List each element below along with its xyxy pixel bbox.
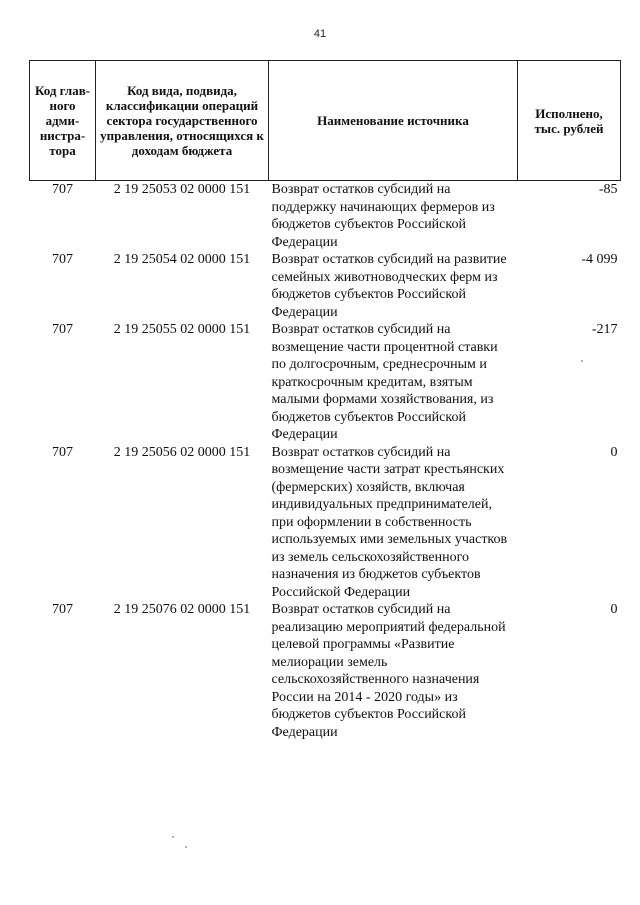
header-budget-code: Код вида, подвида, классификации операций сектора государственного управления, относящихся к доходам бюджета — [96, 61, 269, 181]
header-source-name: Наименование источника — [269, 61, 518, 181]
row-admin-code: 707 — [52, 182, 73, 197]
scan-speck — [172, 836, 174, 838]
row-source-name: Возврат остатков субсидий на возмещение части процентной ставки по долгосрочным, среднесрочным и краткосрочным кредитам, взятым малыми формами хозяйствования, из бюджетов субъектов Российской Федерации — [271, 322, 498, 442]
row-source-name: Возврат остатков субсидий на развитие семейных животноводческих ферм из бюджетов субъектов Российской Федерации — [271, 252, 507, 320]
row-source-name: Возврат остатков субсидий на реализацию мероприятий федеральной целевой программы «Развитие мелиорации земель сельскохозяйственного назначения России на 2014 - 2020 годы» из бюджетов субъектов Российской Федерации — [271, 602, 506, 740]
row-budget-code: 2 19 25054 02 0000 151 — [113, 252, 251, 267]
header-admin-code: Код глав-ного адми-нистра-тора — [30, 61, 96, 181]
row-amount: -4 099 — [581, 252, 618, 267]
row-admin-code: 707 — [52, 444, 73, 460]
row-budget-code: 2 19 25055 02 0000 151 — [113, 322, 251, 337]
row-admin-code: 707 — [52, 252, 73, 267]
row-budget-code: 2 19 25076 02 0000 151 — [113, 602, 251, 617]
row-admin-code: 707 — [52, 602, 73, 617]
row-amount: -217 — [591, 322, 618, 337]
table-row — [30, 181, 621, 252]
budget-table — [29, 60, 621, 741]
row-admin-code: 707 — [52, 322, 73, 337]
scan-speck — [581, 360, 583, 362]
row-amount: 0 — [610, 602, 618, 617]
table-header — [30, 61, 621, 181]
table-row — [30, 444, 621, 602]
table-row — [30, 251, 621, 321]
scan-speck — [185, 846, 187, 848]
table-row — [30, 601, 621, 741]
row-budget-code: 2 19 25056 02 0000 151 — [113, 444, 251, 460]
row-amount: 0 — [610, 444, 618, 460]
row-amount: -85 — [598, 182, 618, 197]
row-source-name: Возврат остатков субсидий на поддержку начинающих фермеров из бюджетов субъектов Российской Федерации — [271, 182, 495, 250]
table-body — [30, 181, 621, 742]
row-source-name: Возврат остатков субсидий на возмещение части затрат крестьянских (фермерских) хозяйств, включая индивидуальных предпринимателей, при оформлении в собственность используемых ими земельных участков из земель сельскохозяйственного назначения из бюджетов субъектов Российской Федерации — [271, 444, 508, 600]
row-budget-code: 2 19 25053 02 0000 151 — [113, 182, 251, 197]
header-amount: Исполнено, тыс. рублей — [518, 61, 621, 181]
table-row — [30, 321, 621, 444]
page-number: 41 — [313, 28, 327, 40]
